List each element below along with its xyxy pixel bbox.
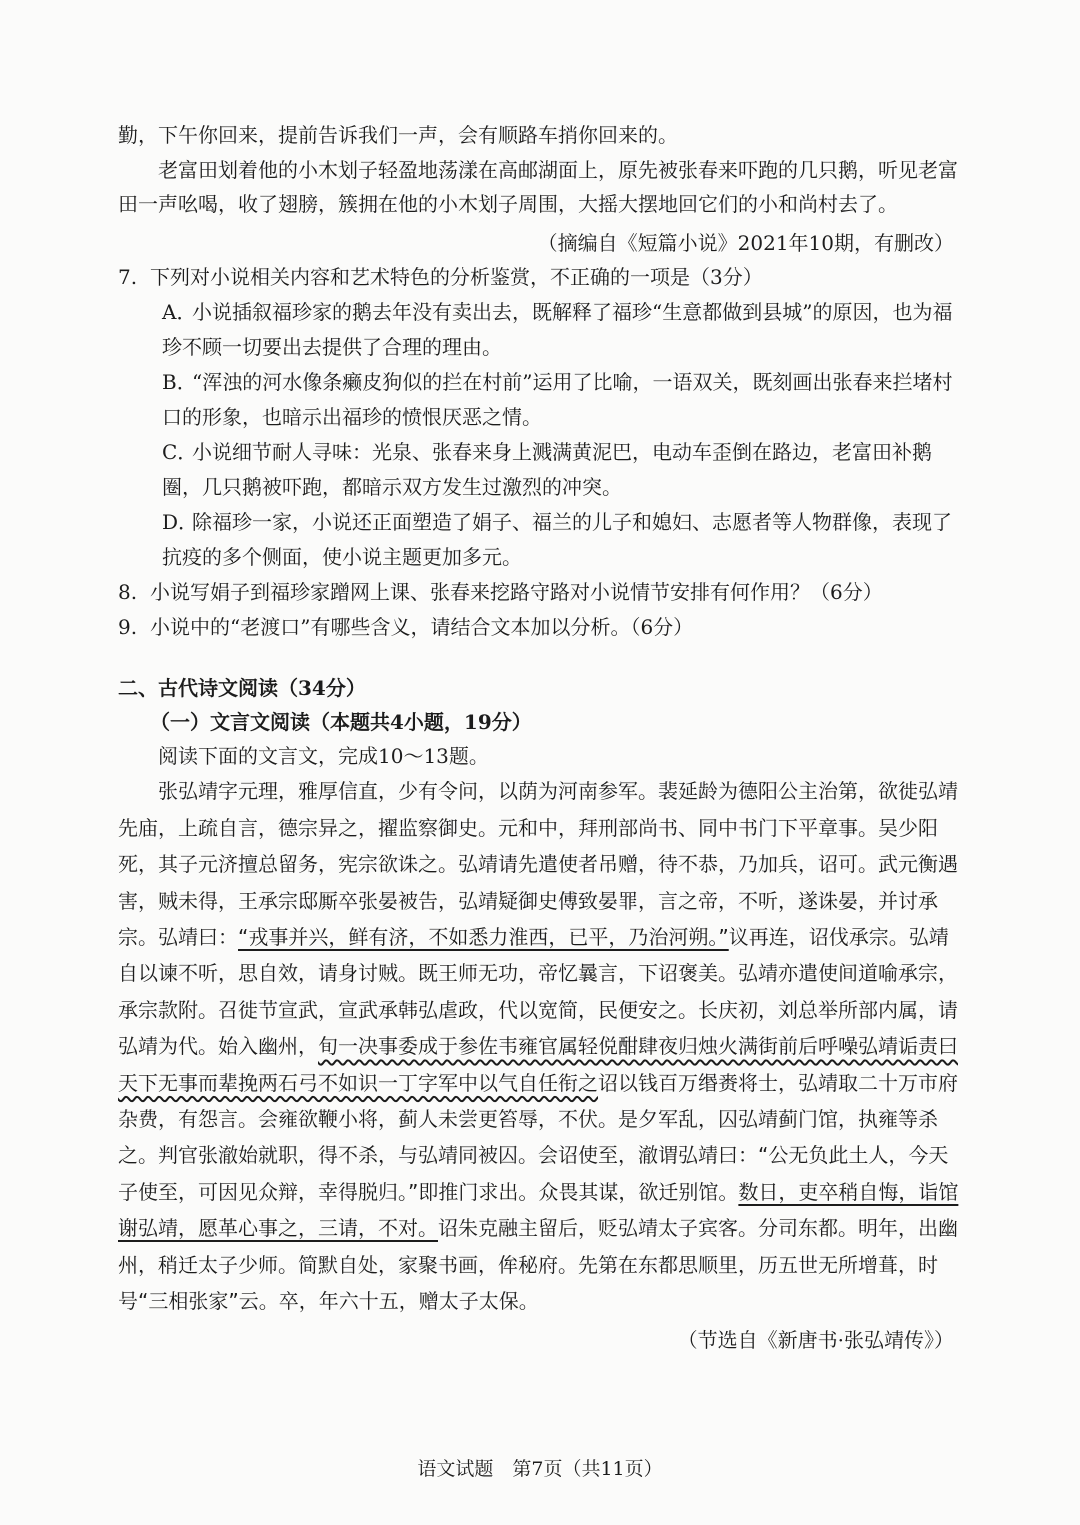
option-text: “浑浊的河水像条癞皮狗似的拦在村前”运用了比喻，一语双关，既刻画出张春来拦堵村口的形象，也暗示出福珍的愤恨厌恶之情。: [162, 370, 953, 430]
option-letter: A．: [162, 300, 197, 325]
story-paragraph: 老富田划着他的小木划子轻盈地荡漾在高邮湖面上，原先被张春来吓跑的几只鹅，听见老富田一声吆喝，收了翅膀，簇拥在他的小木划子周围，大摇大摆地回它们的小和尚村去了。: [118, 157, 958, 217]
wavy-underlined-passage: 旬一决事委成于参佐韦雍官属轻侻酣肆夜归烛火满街前后呼噪弘靖诟责曰天下无事而辈挽两石弓不如识一丁字军中以气自任衔之: [118, 1034, 958, 1095]
passage-text: 议再连，诏伐承宗。弘靖自以谏不听，思自效，请身讨贼。既王师无功，帝忆曩言，下诏褒美。弘靖亦遣使间道喻承宗，承宗款附。召徙节宣武，宣武承韩弘虐政，代以宽简，民便安之。长庆初，刘总举所部内属，请弘靖为代。始入: [118, 925, 958, 1059]
option-letter: C．: [162, 440, 198, 465]
question-7: [118, 260, 962, 295]
question-9: [118, 610, 962, 645]
question-number: 8.: [118, 580, 138, 605]
section-title: 二、古代诗文阅读（34分）: [118, 676, 366, 701]
passage-text: ，: [298, 1034, 318, 1059]
question-text: 小说写娟子到福珍家蹭网上课、张春来挖路守路对小说情节安排有何作用？（6分）: [150, 580, 883, 605]
question-text: 小说中的“老渡口”有哪些含义，请结合文本加以分析。（6分）: [150, 615, 694, 640]
underlined-sentence-1: “戎事并兴，鲜有济，不如悉力淮西，已平，乃治河朔。”: [238, 925, 729, 949]
option-d: [162, 505, 962, 575]
option-text: 除福珍一家，小说还正面塑造了娟子、福兰的儿子和媳妇、志愿者等人物群像，表现了抗疫的多个侧面，使小说主题更加多元。: [162, 510, 952, 570]
passage-text: 诏以钱百万缗赉将士，弘靖取二十万市府杂费，有怨言。会雍欲鞭小将，蓟人未尝更笞辱，不伏。是夕军乱，囚弘靖蓟门馆，执雍等杀之。判官张澈始就职，得不杀，与弘靖同被囚。会诏使至，澈谓弘靖曰：“公无负此土人，今天子使至，可因见众辩，幸得脱归。”即推门求出。众畏其谋，欲迁别馆。: [118, 1070, 958, 1204]
option-c: [162, 435, 962, 505]
question-8: [118, 575, 962, 610]
dotted-word: 幽州: [258, 1034, 298, 1059]
option-letter: B．: [162, 370, 197, 395]
subsection-title: （一）文言文阅读（本题共4小题，19分）: [150, 710, 532, 735]
instructions: 阅读下面的文言文，完成10～13题。: [158, 744, 489, 769]
option-a: [162, 295, 962, 365]
story-source: （摘编自《短篇小说》2021年10期，有删改）: [537, 230, 954, 255]
question-number: 7.: [118, 265, 138, 290]
underlined-sentence-2: 数日，吏卒稍自悔，诣馆谢弘靖，愿革心事之，三请，不对。: [118, 1179, 959, 1241]
option-b: [162, 365, 962, 435]
passage-text: 诏朱克融主留后，贬弘靖太子宾客。分司东都。明年，出幽州，稍迁太子少师。简默自处，家聚书画，侔秘府。先第在东都思顺里，历五世无所增葺，时号“三相张家”云。卒，年六十五，赠太子太保。: [118, 1216, 958, 1314]
classical-passage: [118, 773, 962, 1319]
question-number: 9.: [118, 615, 138, 640]
question-stem: 下列对小说相关内容和艺术特色的分析鉴赏，不正确的一项是（3分）: [150, 265, 763, 290]
story-paragraph: 勤，下午你回来，提前告诉我们一声，会有顺路车捎你回来的。: [118, 123, 678, 147]
page-footer: 语文试题 第7页（共11页）: [417, 1458, 663, 1480]
option-text: 小说细节耐人寻味：光泉、张春来身上溅满黄泥巴，电动车歪倒在路边，老富田补鹅圈，几只鹅被吓跑，都暗示双方发生过激烈的冲突。: [162, 440, 932, 500]
passage-text: 张弘靖字元理，雅厚信直，少有令问，以荫为河南参军。裴延龄为德阳公主治第，欲徙弘靖先庙，上疏自言，德宗异之，擢监察御史。元和中，拜刑部尚书、同中书门下平章事。吴少阳死，其子元济擅总留务，宪宗欲诛之。弘靖请先遣使者吊赠，待不恭，乃加兵，诏可。武元衡遇害，贼未得，王承宗邸厮卒张晏被告，弘靖疑御史傅致晏罪，言之帝，不听，遂诛晏，并讨承宗。弘靖曰：: [118, 779, 958, 949]
option-text: 小说插叙福珍家的鹅去年没有卖出去，既解释了福珍“生意都做到县城”的原因，也为福珍不顾一切要出去提供了合理的理由。: [162, 300, 953, 360]
passage-source: （节选自《新唐书·张弘靖传》）: [677, 1328, 954, 1353]
option-letter: D．: [162, 510, 199, 535]
